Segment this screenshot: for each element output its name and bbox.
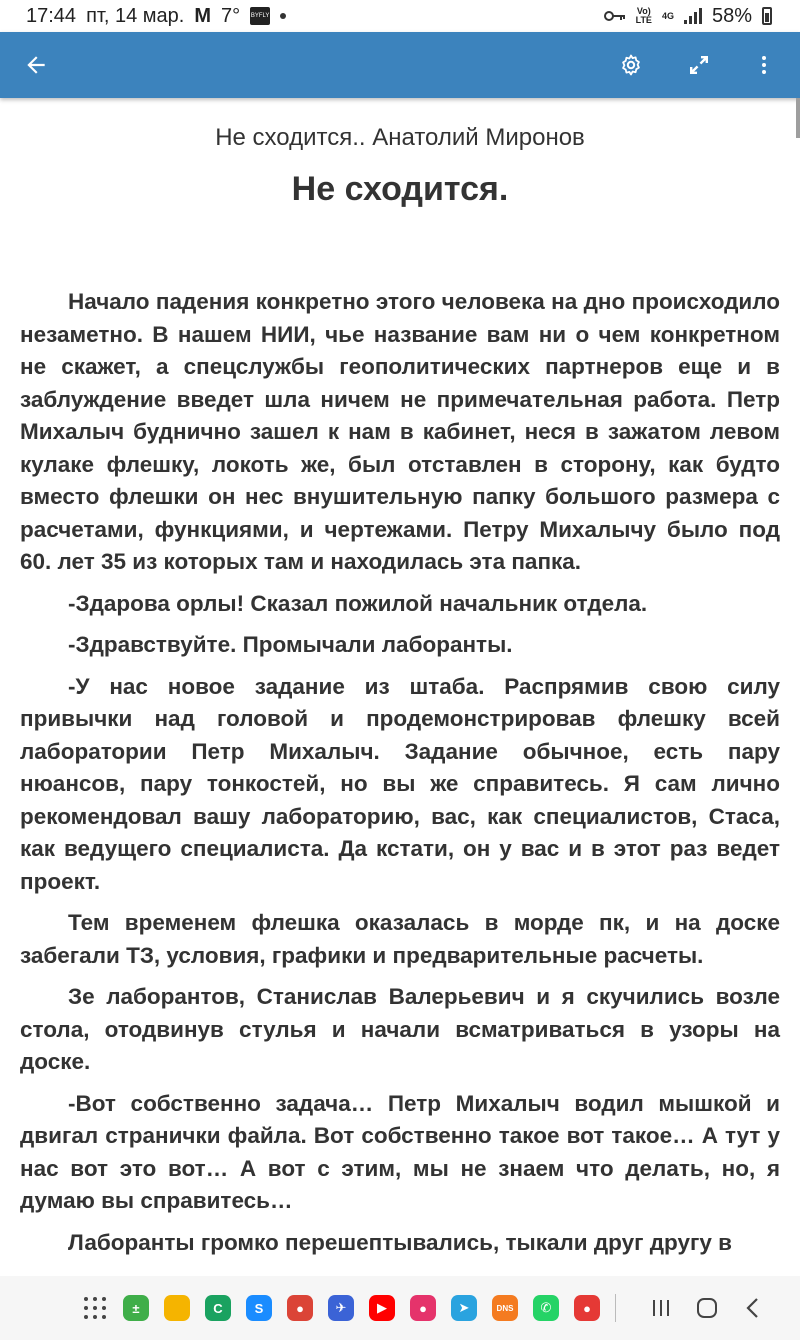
home-icon [695, 1296, 719, 1320]
paragraph: -Здарова орлы! Сказал пожилой начальник отдела. [68, 590, 648, 616]
phone-app-icon[interactable]: C [205, 1295, 231, 1321]
status-right [604, 5, 772, 28]
maps-app-icon[interactable]: ● [574, 1295, 600, 1321]
navigation-bar [0, 1276, 800, 1340]
screen-recorder-app-icon[interactable]: ● [410, 1295, 436, 1321]
taskbar-apps [123, 1295, 615, 1321]
key-icon [604, 9, 626, 23]
chrome-app-icon[interactable]: ● [287, 1295, 313, 1321]
dns-app-icon[interactable]: DNS [492, 1295, 518, 1321]
status-date: пт, 14 мар. [86, 4, 185, 27]
byfly-icon: BYFLY [250, 7, 270, 25]
status-bar [0, 0, 800, 32]
youtube-app-icon[interactable]: ▶ [369, 1295, 395, 1321]
calculator-app-icon[interactable]: ± [123, 1295, 149, 1321]
fullscreen-button[interactable] [677, 43, 721, 87]
scrollbar[interactable] [796, 98, 800, 138]
telegram-app-icon[interactable]: ➤ [451, 1295, 477, 1321]
paragraph: Тем временем флешка оказалась в морде пк, и на доске забегали ТЗ, условия, графики и предварительные расчеты. [20, 910, 780, 968]
paragraph: -Здравствуйте. Промычали лаборанты. [68, 632, 513, 657]
chevron-left-icon [743, 1296, 763, 1320]
system-back-button[interactable] [740, 1295, 766, 1321]
app-bar [0, 32, 800, 98]
files-app-icon[interactable] [164, 1295, 190, 1321]
home-button[interactable] [694, 1295, 720, 1321]
book-header: Не сходится.. Анатолий Миронов [215, 124, 585, 151]
paragraph: Лаборанты громко перешептывались, тыкали друг другу в [68, 1229, 732, 1255]
battery-icon [762, 7, 772, 25]
signal-icon [684, 8, 702, 24]
status-left [26, 5, 286, 28]
paragraph: Зе лаборантов, Станислав Валерьевич и я скучились возле стола, отодвинув стулья и начали всматриваться в узоры на доске. [20, 984, 780, 1074]
chapter-title: Не сходится. [291, 170, 509, 208]
battery-percent: 58% [711, 4, 752, 27]
more-vertical-icon [752, 53, 776, 77]
settings-button[interactable] [609, 43, 653, 87]
more-options-button[interactable] [742, 43, 786, 87]
paragraph: Начало падения конкретно этого человека на дно происходило незаметно. В нашем НИИ, чье название вам ни о чем конкретном не скажет, а спецслужбы геополитических партнеров еще и в заблуждение введет шла ничем не примечательная работа. Петр Михалыч буднично зашел к нам в кабинет, неся в зажатом левом кулаке флешку, локоть же, был отставлен в сторону, как будто вместо флешки он нес внушительную папку большого размера с расчетами, функциями, и чертежами. Петру Михалычу было под 60. лет 35 из которых там и находилась эта папка. [20, 289, 780, 574]
volte-icon: Vo) LTE [635, 6, 652, 25]
gmail-icon: M [194, 4, 211, 27]
gear-icon [619, 53, 643, 77]
taskbar-divider [615, 1294, 616, 1322]
recent-apps-button[interactable] [648, 1295, 674, 1321]
shazam-app-icon[interactable]: S [246, 1295, 272, 1321]
back-button[interactable] [14, 43, 58, 87]
messages-app-icon[interactable]: ✈ [328, 1295, 354, 1321]
reader-content[interactable] [0, 98, 800, 1276]
whatsapp-app-icon[interactable]: ✆ [533, 1295, 559, 1321]
status-time: 17:44 [26, 4, 77, 27]
back-arrow-icon [23, 52, 49, 78]
status-temperature: 7° [220, 4, 241, 27]
paragraph: -Вот собственно задача… Петр Михалыч водил мышкой и двигал странички файла. Вот собственно такое вот такое… А тут у нас вот это вот… А вот с этим, мы не знаем что делать, но, я думаю вы справитесь… [20, 1090, 780, 1213]
network-type: 4G [661, 10, 674, 21]
expand-icon [687, 53, 711, 77]
paragraph: -У нас новое задание из штаба. Распрямив свою силу привычки над головой и продемонстрировав флешку всей лаборатории Петр Михалыч. Задание обычное, есть пару нюансов, пару тонкостей, но вы же справитесь. Я сам лично рекомендовал вашу лабораторию, вас, как специалистов, Стаса, как ведущего специалиста. Да кстати, он у вас и в этот раз ведет проект. [20, 673, 780, 894]
app-drawer-icon[interactable] [82, 1295, 108, 1321]
notification-dot-icon [280, 13, 286, 19]
chapter-text [20, 286, 780, 1268]
recent-apps-icon [650, 1297, 672, 1319]
